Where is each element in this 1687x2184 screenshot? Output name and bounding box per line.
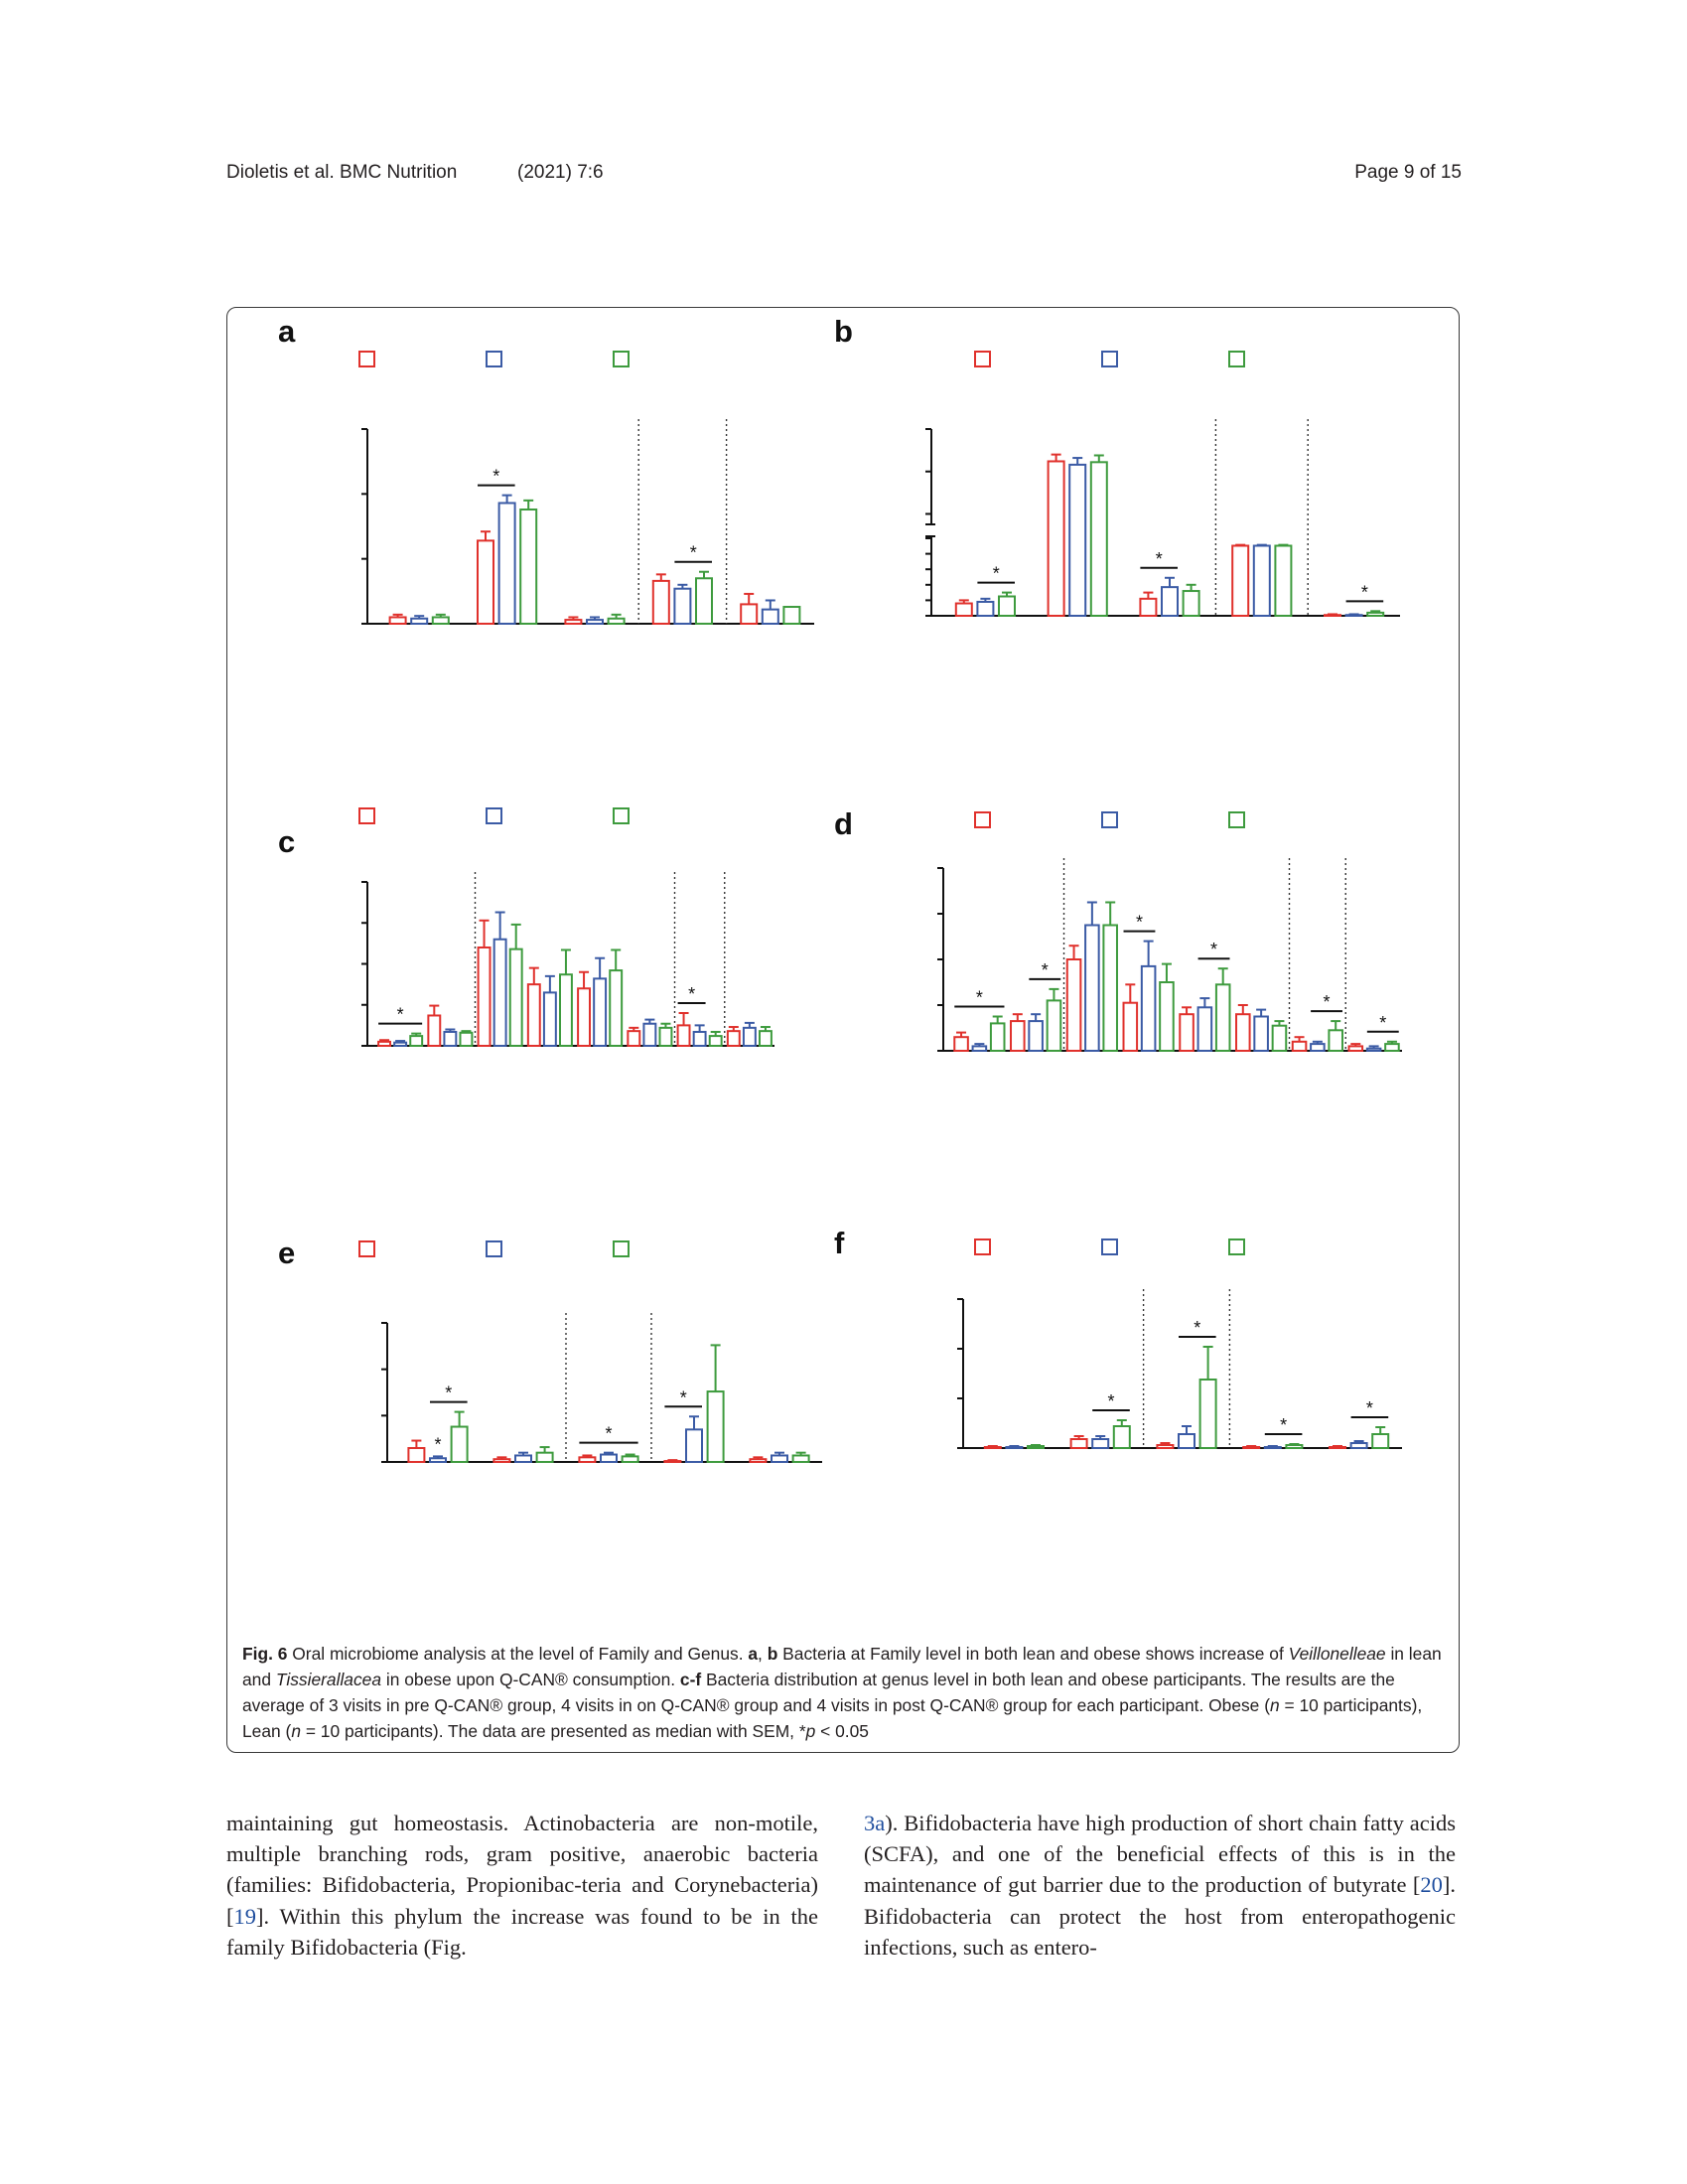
bar <box>793 1455 809 1462</box>
bar <box>1254 1017 1268 1052</box>
bar <box>686 1429 702 1462</box>
significance-star: * <box>1135 912 1143 933</box>
bar <box>452 1427 468 1462</box>
caption-fig-label: Fig. 6 <box>242 1644 288 1664</box>
bar <box>678 1025 690 1046</box>
bar <box>1275 546 1291 617</box>
bar <box>1273 1026 1287 1051</box>
panel-letter: c <box>278 824 296 859</box>
panel-letter: d <box>834 806 853 841</box>
bar <box>1162 587 1178 616</box>
legend-swatch <box>359 1241 374 1256</box>
bar <box>609 619 625 624</box>
bar <box>1049 461 1064 616</box>
bar <box>1286 1445 1302 1448</box>
figure-caption <box>242 1641 1444 1744</box>
bar <box>1293 1042 1307 1051</box>
body-column-left <box>226 1808 818 1963</box>
bar <box>954 1037 968 1051</box>
significance-star: * <box>688 984 696 1004</box>
bar <box>653 581 669 624</box>
bar <box>430 1458 446 1462</box>
body-column-right <box>864 1808 1456 1963</box>
bar <box>710 1036 722 1046</box>
significance-star: * <box>1210 940 1218 960</box>
bar <box>696 578 712 624</box>
bar <box>1157 1445 1173 1448</box>
legend-swatch <box>975 812 990 827</box>
caption-text: in lean and <box>242 1644 1442 1689</box>
caption-taxon: Veillonelleae <box>1288 1644 1386 1664</box>
bar <box>520 510 536 624</box>
bar <box>744 1028 756 1046</box>
running-header-year: (2021) 7:6 <box>517 162 604 183</box>
bar <box>1216 984 1230 1051</box>
legend-swatch <box>1229 1239 1244 1254</box>
bar <box>1200 1380 1216 1448</box>
significance-star: * <box>445 1383 453 1403</box>
bar <box>977 602 993 616</box>
bar <box>433 617 449 624</box>
bar <box>394 1043 406 1046</box>
bar <box>1180 1014 1194 1051</box>
bar <box>1085 926 1099 1052</box>
panel-letter: f <box>834 1226 845 1260</box>
legend-swatch <box>614 352 629 366</box>
bar <box>411 619 427 624</box>
bar <box>1142 966 1156 1051</box>
bar <box>760 1031 772 1046</box>
bar <box>1048 1000 1061 1051</box>
caption-text: Bacteria distribution at genus level in both lean and obese participants. The results are the average of 3 visits in pre Q-CAN® group, 4 visits in on Q-CAN® group and 4 visits in post Q-CAN® group for each participant. Obese ( <box>242 1670 1395 1715</box>
bar <box>741 604 757 624</box>
bar <box>444 1032 456 1046</box>
bar <box>378 1042 390 1046</box>
significance-star: * <box>1041 959 1049 980</box>
bar <box>708 1391 724 1462</box>
legend-swatch <box>614 1241 629 1256</box>
caption-panel-cf: c-f <box>679 1670 702 1689</box>
citation-link[interactable]: 19 <box>233 1903 256 1929</box>
legend-swatch <box>487 1241 501 1256</box>
bar <box>1184 591 1199 616</box>
bar <box>408 1448 424 1462</box>
bar <box>1330 1447 1345 1448</box>
significance-star: * <box>1360 582 1368 603</box>
bar <box>1011 1021 1025 1051</box>
bar <box>537 1453 553 1462</box>
bar <box>728 1031 740 1046</box>
significance-star: * <box>689 542 697 563</box>
bar <box>1243 1447 1259 1448</box>
bar <box>1140 599 1156 616</box>
bar <box>763 610 778 624</box>
bar <box>1069 465 1085 616</box>
caption-n: n <box>1269 1695 1280 1715</box>
bar <box>1351 1443 1367 1448</box>
caption-text: Oral microbiome analysis at the level of Family and Genus. <box>287 1644 749 1664</box>
panel-c-chart <box>248 795 844 1204</box>
panel-e-chart <box>248 1204 844 1641</box>
bar <box>1329 1030 1342 1051</box>
bar <box>1367 1049 1381 1051</box>
bar <box>493 1459 509 1462</box>
bar <box>1311 1044 1325 1051</box>
bar <box>460 1033 472 1046</box>
bar <box>628 1031 639 1046</box>
legend-swatch <box>1102 1239 1117 1254</box>
panel-letter: a <box>278 314 296 349</box>
bar <box>1006 1447 1022 1448</box>
caption-text: = 10 participants), Lean ( <box>242 1695 1423 1741</box>
panel-letter: e <box>278 1236 296 1270</box>
caption-text: Bacteria at Family level in both lean and obese shows increase of <box>777 1644 1289 1664</box>
significance-star: * <box>1379 1012 1387 1033</box>
bar <box>494 940 506 1046</box>
body-text: ]. Within this phylum the increase was found to be in the family Bifidobacteria (Fig. <box>226 1903 818 1960</box>
caption-n: n <box>291 1721 301 1741</box>
bar <box>783 607 799 624</box>
bar <box>578 988 590 1046</box>
bar <box>544 992 556 1046</box>
bar <box>594 978 606 1046</box>
bar <box>1091 462 1107 616</box>
caption-text: in obese upon Q-CAN® consumption. <box>381 1670 680 1689</box>
body-text: maintaining gut homeostasis. Actinobacteria are non-motile, multiple branching rods, gram positive, anaerobic bacteria (families: Bifidobacteria, Propionibac-teria and Corynebacteria) [ <box>226 1811 818 1929</box>
bar <box>1114 1426 1130 1448</box>
bar <box>1349 1046 1363 1051</box>
bar <box>579 1457 595 1462</box>
bar <box>1232 546 1248 617</box>
caption-text: < 0.05 <box>815 1721 869 1741</box>
axis-break <box>926 524 936 536</box>
body-text: ]. Bifidobacteria can protect the host from enteropathogenic infections, such as entero- <box>864 1872 1456 1960</box>
bar <box>1385 1044 1399 1051</box>
significance-star: * <box>434 1434 442 1455</box>
legend-swatch <box>1229 352 1244 366</box>
bar <box>1092 1439 1108 1448</box>
bar <box>565 620 581 624</box>
significance-star: * <box>605 1423 613 1444</box>
significance-star: * <box>1107 1391 1115 1411</box>
bar <box>1198 1007 1212 1051</box>
bar <box>956 604 972 616</box>
legend-swatch <box>1102 352 1117 366</box>
bar <box>694 1032 706 1046</box>
bar <box>664 1461 680 1462</box>
bar <box>1236 1014 1250 1051</box>
bar <box>985 1447 1001 1448</box>
bar <box>991 1023 1005 1051</box>
panel-d-chart <box>834 795 1460 1204</box>
panel-letter: b <box>834 314 853 349</box>
significance-star: * <box>679 1387 687 1408</box>
legend-swatch <box>975 352 990 366</box>
legend-swatch <box>614 808 629 823</box>
bar <box>601 1455 617 1462</box>
legend-swatch <box>359 808 374 823</box>
bar <box>390 617 406 624</box>
legend-swatch <box>1229 812 1244 827</box>
bar <box>1067 959 1081 1051</box>
significance-star: * <box>992 563 1000 584</box>
bar <box>1367 613 1383 616</box>
bar <box>999 597 1015 617</box>
caption-text: = 10 participants). The data are presented as median with SEM, * <box>300 1721 806 1741</box>
significance-star: * <box>975 987 983 1008</box>
citation-link[interactable]: 20 <box>1420 1872 1443 1898</box>
bar <box>623 1456 638 1462</box>
bar <box>772 1455 787 1462</box>
bar <box>973 1046 987 1051</box>
legend-swatch <box>487 352 501 366</box>
bar <box>1179 1434 1195 1448</box>
bar <box>528 984 540 1046</box>
bar <box>610 970 622 1046</box>
significance-star: * <box>1155 548 1163 569</box>
bar <box>587 620 603 624</box>
figure-link[interactable]: 3a <box>864 1811 886 1835</box>
bar <box>428 1015 440 1046</box>
bar <box>479 947 491 1046</box>
caption-panel-a: a <box>748 1644 759 1664</box>
legend-swatch <box>487 808 501 823</box>
significance-star: * <box>1280 1415 1288 1435</box>
body-text: ). Bifidobacteria have high production of short chain fatty acids (SCFA), and one of the beneficial effects of this is in the maintenance of gut barrier due to the production of butyrate [ <box>864 1811 1456 1898</box>
bar <box>410 1036 422 1046</box>
significance-star: * <box>1365 1398 1373 1418</box>
bar <box>515 1455 531 1462</box>
bar <box>674 589 690 624</box>
panel-b-chart <box>834 314 1460 795</box>
bar <box>750 1459 766 1462</box>
bar <box>478 540 493 624</box>
page-number: Page 9 of 15 <box>1354 162 1462 183</box>
bar <box>1265 1447 1281 1448</box>
bar <box>510 949 522 1046</box>
caption-p: p <box>805 1721 816 1741</box>
significance-star: * <box>1194 1318 1201 1338</box>
panel-a-chart <box>248 314 844 795</box>
panel-f-chart <box>834 1204 1460 1641</box>
caption-panel-b: b <box>767 1644 778 1664</box>
bar <box>1029 1021 1043 1051</box>
bar <box>560 974 572 1046</box>
legend-swatch <box>1102 812 1117 827</box>
bar <box>1372 1434 1388 1448</box>
bar <box>659 1028 671 1046</box>
bar <box>1028 1446 1044 1448</box>
legend-swatch <box>359 352 374 366</box>
bar <box>643 1024 655 1046</box>
bar <box>1071 1439 1087 1448</box>
bar <box>1160 982 1174 1051</box>
significance-star: * <box>1323 992 1331 1013</box>
significance-star: * <box>396 1004 404 1025</box>
legend-swatch <box>975 1239 990 1254</box>
caption-comma: , <box>758 1644 768 1664</box>
bar <box>499 503 515 624</box>
bar <box>1124 1003 1138 1051</box>
significance-star: * <box>492 466 500 487</box>
bar <box>1254 546 1270 617</box>
running-header-citation: Dioletis et al. BMC Nutrition <box>226 162 458 183</box>
caption-taxon: Tissierallacea <box>275 1670 382 1689</box>
bar <box>1103 926 1117 1052</box>
